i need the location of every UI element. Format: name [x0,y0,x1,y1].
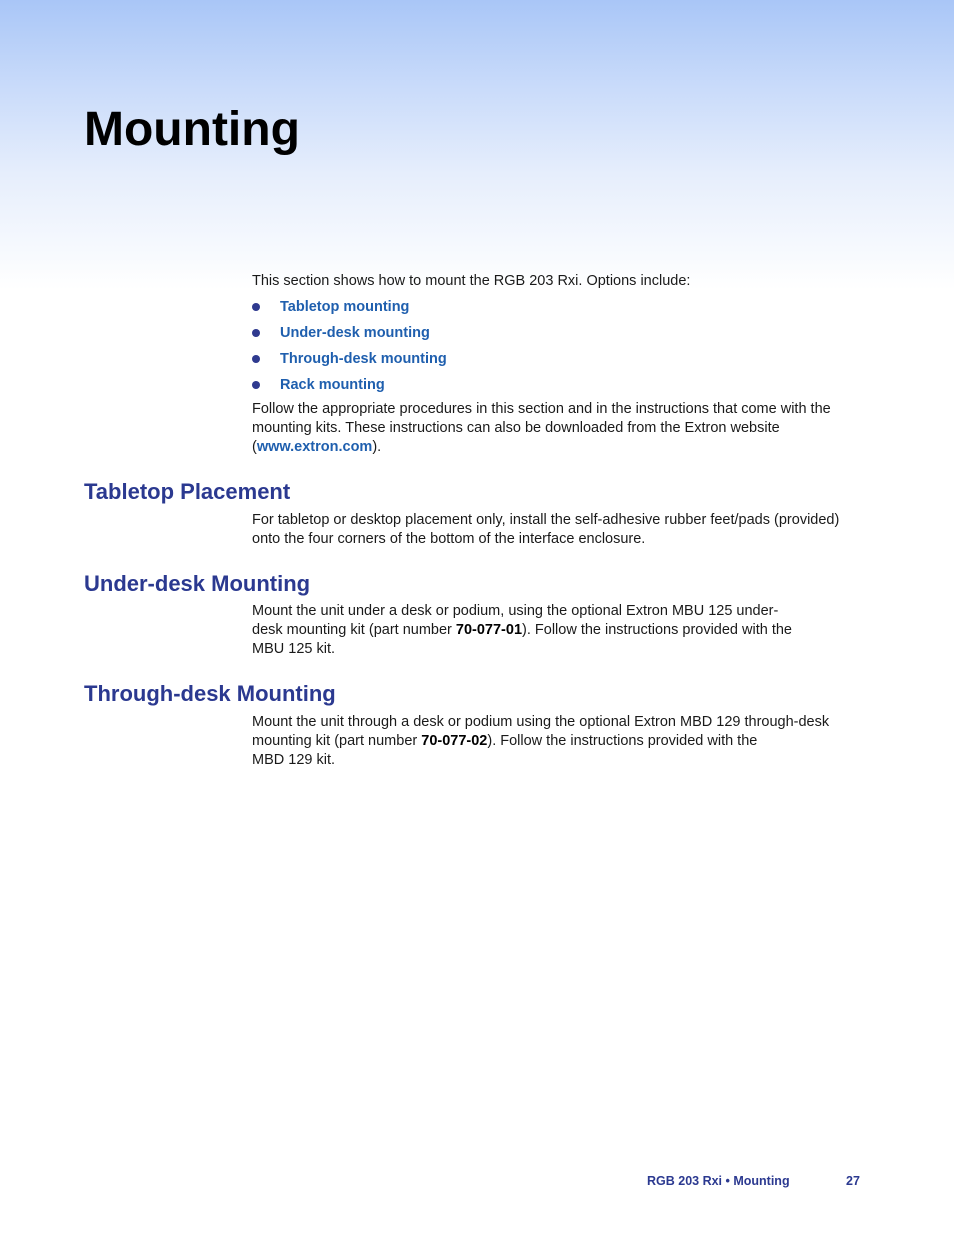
bullet-icon [252,381,260,389]
follow-line [252,438,867,457]
list-item [252,322,447,348]
intro-text: This section shows how to mount the RGB 203 Rxi. Options include: [252,273,691,289]
through-desk-text: mounting kit (part number [252,733,422,749]
through-desk-heading: Through-desk Mounting [84,681,336,706]
under-desk-mounting-link[interactable]: Under-desk mounting [280,325,430,341]
options-list [252,296,447,400]
footer-page-number: 27 [846,1174,860,1188]
through-desk-line: Mount the unit through a desk or podium using the optional Extron MBD 129 through-desk [252,714,830,730]
tabletop-line: onto the four corners of the bottom of the interface enclosure. [252,531,646,547]
through-desk-text: ). Follow the instructions provided with the [487,733,758,749]
under-desk-heading: Under-desk Mounting [84,571,311,596]
under-desk-paragraph [252,602,867,659]
through-desk-line: MBD 129 kit. [252,752,335,768]
rack-mounting-link[interactable]: Rack mounting [280,377,385,393]
close-paren: ). [372,439,382,455]
tabletop-heading: Tabletop Placement [84,479,291,504]
page-title: Mounting [84,103,300,156]
under-desk-text: desk mounting kit (part number [252,622,456,638]
extron-website-link[interactable]: www.extron.com [256,439,373,455]
tabletop-line: For tabletop or desktop placement only, install the self-adhesive rubber feet/pads (provided) [252,512,840,528]
tabletop-mounting-link[interactable]: Tabletop mounting [280,299,410,315]
under-desk-line: Mount the unit under a desk or podium, using the optional Extron MBU 125 under- [252,603,779,619]
through-desk-mounting-link[interactable]: Through-desk mounting [280,351,447,367]
follow-line: mounting kits. These instructions can also be downloaded from the Extron website [252,420,780,436]
through-desk-line [252,732,867,751]
list-item [252,348,447,374]
tabletop-paragraph [252,511,867,549]
follow-paragraph [252,400,867,457]
open-paren: ( [252,439,257,455]
under-desk-line: MBU 125 kit. [252,641,335,657]
footer-doc-section: RGB 203 Rxi • Mounting [647,1174,790,1188]
through-desk-paragraph [252,713,867,770]
list-item [252,296,447,322]
follow-line: Follow the appropriate procedures in this section and in the instructions that come with the [252,401,831,417]
under-desk-text: ). Follow the instructions provided with the [522,622,793,638]
part-number: 70-077-02 [421,733,488,749]
bullet-icon [252,329,260,337]
bullet-icon [252,303,260,311]
bullet-icon [252,355,260,363]
under-desk-line [252,621,867,640]
list-item [252,374,447,400]
part-number: 70-077-01 [455,622,523,638]
